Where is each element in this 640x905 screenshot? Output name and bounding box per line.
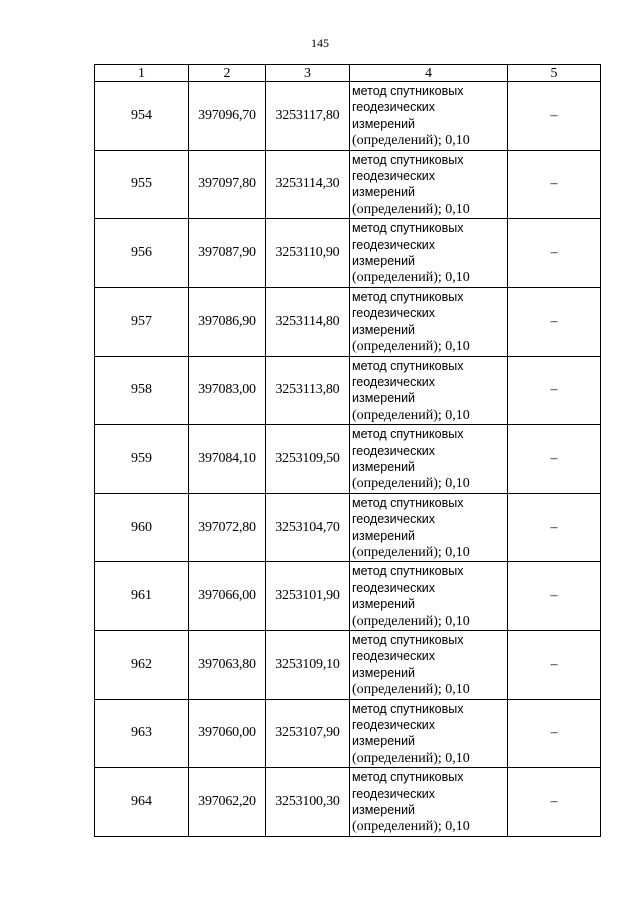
y-coordinate-cell: 3253110,90 — [266, 219, 350, 288]
method-line: измерений — [352, 803, 416, 818]
note-cell: – — [508, 562, 601, 631]
y-coordinate-cell: 3253113,80 — [266, 356, 350, 425]
method-line: измерений — [352, 322, 416, 337]
method-accuracy: (определений); 0,10 — [352, 682, 470, 698]
y-coordinate-cell: 3253104,70 — [266, 493, 350, 562]
x-coordinate-cell: 397062,20 — [189, 768, 266, 837]
y-coordinate-cell: 3253100,30 — [266, 768, 350, 837]
method-line: метод спутниковых — [352, 564, 464, 579]
note-cell: – — [508, 493, 601, 562]
x-coordinate-cell: 397097,80 — [189, 150, 266, 219]
method-line: геодезических — [352, 718, 436, 733]
method-line: геодезических — [352, 512, 436, 527]
y-coordinate-cell: 3253114,30 — [266, 150, 350, 219]
x-coordinate-cell: 397096,70 — [189, 82, 266, 151]
x-coordinate-cell: 397072,80 — [189, 493, 266, 562]
note-cell: – — [508, 768, 601, 837]
method-cell — [350, 425, 508, 494]
table-row — [95, 219, 601, 288]
method-accuracy: (определений); 0,10 — [352, 133, 470, 149]
column-header-5: 5 — [508, 65, 601, 82]
method-line: геодезических — [352, 306, 436, 321]
x-coordinate-cell: 397086,90 — [189, 287, 266, 356]
method-line: геодезических — [352, 237, 436, 252]
method-accuracy: (определений); 0,10 — [352, 819, 470, 835]
method-cell — [350, 493, 508, 562]
y-coordinate-cell: 3253117,80 — [266, 82, 350, 151]
note-cell: – — [508, 631, 601, 700]
method-line: геодезических — [352, 169, 436, 184]
point-number-cell: 955 — [95, 150, 189, 219]
point-number-cell: 958 — [95, 356, 189, 425]
table-row — [95, 82, 601, 151]
method-line: метод спутниковых — [352, 495, 464, 510]
column-header-3: 3 — [266, 65, 350, 82]
note-cell: – — [508, 287, 601, 356]
method-line: измерений — [352, 665, 416, 680]
method-line: метод спутниковых — [352, 770, 464, 785]
method-line: измерений — [352, 597, 416, 612]
point-number-cell: 962 — [95, 631, 189, 700]
note-cell: – — [508, 82, 601, 151]
table-row — [95, 287, 601, 356]
x-coordinate-cell: 397087,90 — [189, 219, 266, 288]
point-number-cell: 963 — [95, 699, 189, 768]
point-number-cell: 956 — [95, 219, 189, 288]
table-row — [95, 631, 601, 700]
point-number-cell: 961 — [95, 562, 189, 631]
method-line: геодезических — [352, 580, 436, 595]
method-cell — [350, 631, 508, 700]
method-line: измерений — [352, 254, 416, 269]
method-accuracy: (определений); 0,10 — [352, 270, 470, 286]
method-line: метод спутниковых — [352, 358, 464, 373]
note-cell: – — [508, 356, 601, 425]
table-row — [95, 493, 601, 562]
method-line: метод спутниковых — [352, 633, 464, 647]
method-accuracy: (определений); 0,10 — [352, 544, 470, 560]
point-number-cell: 964 — [95, 768, 189, 837]
y-coordinate-cell: 3253101,90 — [266, 562, 350, 631]
method-line: метод спутниковых — [352, 427, 464, 442]
note-cell: – — [508, 699, 601, 768]
method-line: измерений — [352, 734, 416, 749]
method-line: измерений — [352, 459, 416, 474]
x-coordinate-cell: 397066,00 — [189, 562, 266, 631]
method-accuracy: (определений); 0,10 — [352, 407, 470, 423]
y-coordinate-cell: 3253107,90 — [266, 699, 350, 768]
column-header-4: 4 — [350, 65, 508, 82]
point-number-cell: 960 — [95, 493, 189, 562]
method-line: метод спутниковых — [352, 289, 464, 304]
table-row — [95, 699, 601, 768]
point-number-cell: 954 — [95, 82, 189, 151]
method-line: метод спутниковых — [352, 221, 464, 236]
y-coordinate-cell: 3253114,80 — [266, 287, 350, 356]
table-row — [95, 562, 601, 631]
method-line: метод спутниковых — [352, 152, 464, 167]
method-line: измерений — [352, 116, 416, 131]
method-line: геодезических — [352, 649, 436, 664]
method-line: геодезических — [352, 374, 436, 389]
method-line: геодезических — [352, 786, 436, 801]
method-cell — [350, 562, 508, 631]
coordinates-table — [94, 64, 601, 837]
method-cell — [350, 82, 508, 151]
note-cell: – — [508, 425, 601, 494]
y-coordinate-cell: 3253109,10 — [266, 631, 350, 700]
table-row — [95, 768, 601, 837]
table-row — [95, 425, 601, 494]
note-cell: – — [508, 219, 601, 288]
method-line: измерений — [352, 185, 416, 200]
note-cell: – — [508, 150, 601, 219]
x-coordinate-cell: 397063,80 — [189, 631, 266, 700]
method-line: геодезических — [352, 100, 436, 115]
method-cell — [350, 150, 508, 219]
method-line: измерений — [352, 391, 416, 406]
column-header-1: 1 — [95, 65, 189, 82]
x-coordinate-cell: 397060,00 — [189, 699, 266, 768]
method-line: метод спутниковых — [352, 701, 464, 716]
method-cell — [350, 356, 508, 425]
table-row — [95, 356, 601, 425]
table-header-row — [95, 65, 601, 82]
point-number-cell: 957 — [95, 287, 189, 356]
method-accuracy: (определений); 0,10 — [352, 339, 470, 355]
column-header-2: 2 — [189, 65, 266, 82]
method-cell — [350, 768, 508, 837]
y-coordinate-cell: 3253109,50 — [266, 425, 350, 494]
method-line: измерений — [352, 528, 416, 543]
method-accuracy: (определений); 0,10 — [352, 476, 470, 492]
x-coordinate-cell: 397083,00 — [189, 356, 266, 425]
x-coordinate-cell: 397084,10 — [189, 425, 266, 494]
method-cell — [350, 219, 508, 288]
page-number: 145 — [311, 36, 329, 50]
method-cell — [350, 699, 508, 768]
method-accuracy: (определений); 0,10 — [352, 201, 470, 217]
method-line: метод спутниковых — [352, 84, 464, 98]
method-line: геодезических — [352, 443, 436, 458]
method-cell — [350, 287, 508, 356]
point-number-cell: 959 — [95, 425, 189, 494]
table-row — [95, 150, 601, 219]
method-accuracy: (определений); 0,10 — [352, 750, 470, 766]
method-accuracy: (определений); 0,10 — [352, 613, 470, 629]
